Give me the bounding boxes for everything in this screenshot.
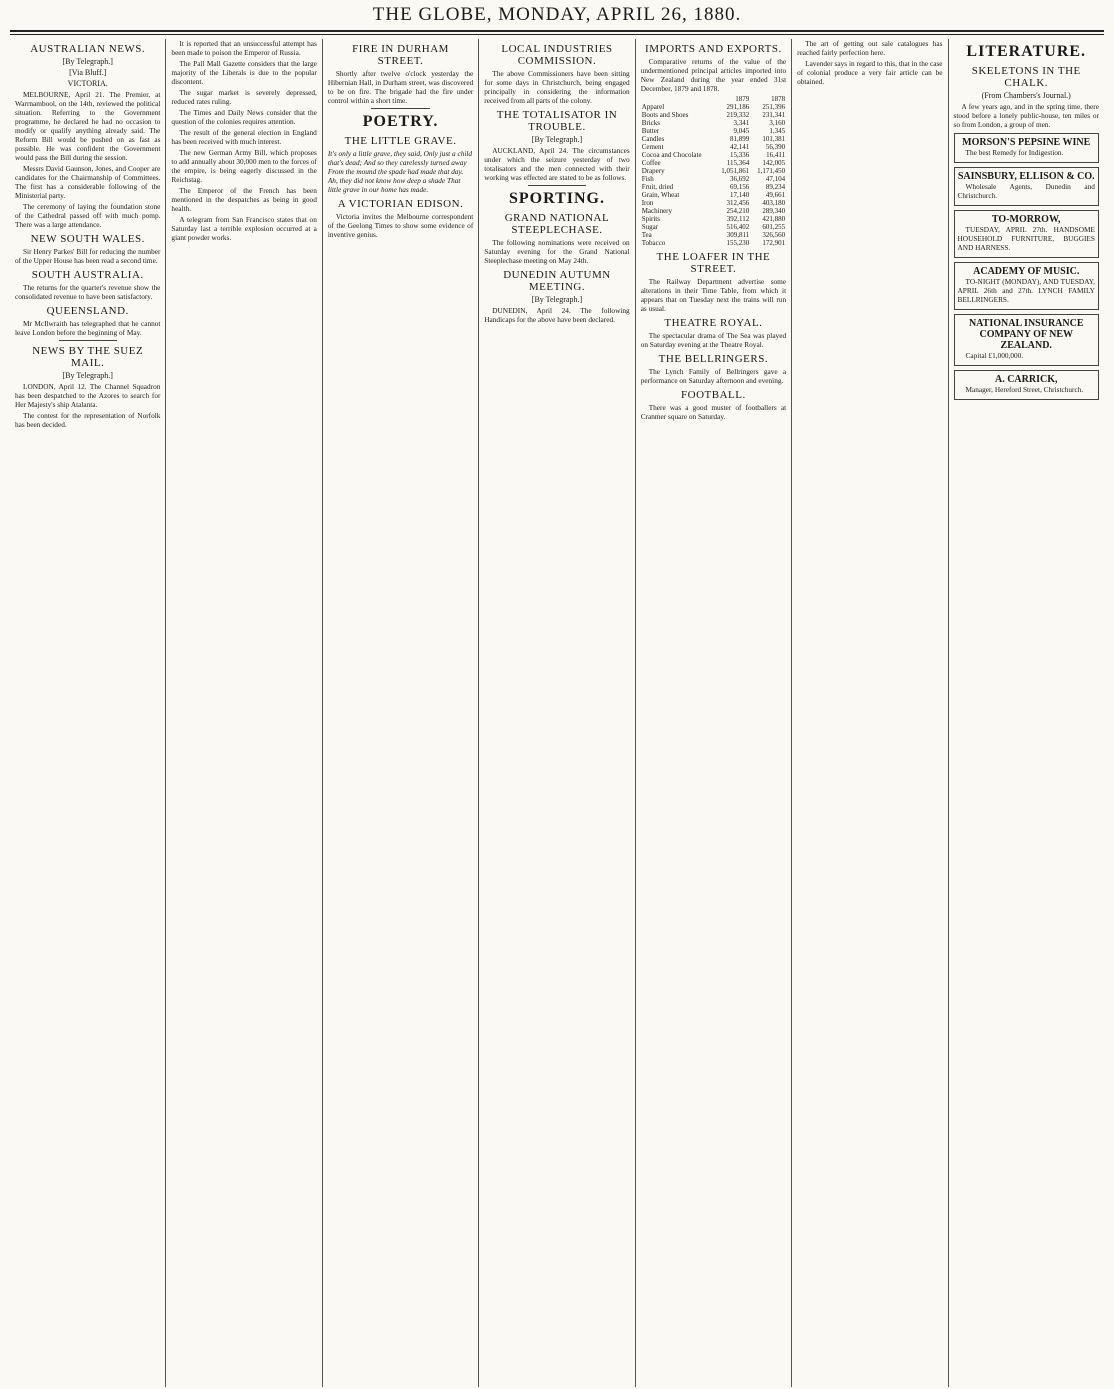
paragraph: The result of the general election in England has been received with much interest. xyxy=(171,128,317,146)
table-row xyxy=(641,119,786,127)
paragraph: MELBOURNE, April 21. The Premier, at Warrnambool, on the 14th, reviewed the political situation. Referring to the Government programme, he declared he had no occasion to modify or qualify anything already said. The Reform Bill would be pushed on as fast as possible. He was confident the Government would pass the Bill during the session. xyxy=(15,90,161,162)
table-cell: 289,340 xyxy=(762,207,786,215)
table-row xyxy=(641,167,786,175)
headline: THE BELLRINGERS. xyxy=(658,353,769,365)
headline: THEATRE ROYAL. xyxy=(664,317,763,329)
paragraph: The ceremony of laying the foundation stone of the Cathedral passed off with much pomp. There was a large attendance. xyxy=(15,202,161,229)
column-1 xyxy=(10,39,166,1387)
table-row xyxy=(641,175,786,183)
table-cell: 49,661 xyxy=(765,191,786,199)
poem-text: It's only a little grave, they said, Only just a child that's dead; And so they carelessly turned away From the mound the spade had made that day. Ah, they did not know how deep a shade That little grave in our home has made. xyxy=(327,149,473,194)
table-cell: 17,140 xyxy=(730,191,750,199)
paragraph: The Emperor of the French has been mentioned in the despatches as being in good health. xyxy=(171,186,317,213)
table-cell: 36,692 xyxy=(730,175,750,183)
table-cell: 1,345 xyxy=(769,127,786,135)
table-cell: 601,255 xyxy=(762,223,786,231)
subhead: [By Telegraph.] xyxy=(62,371,113,380)
table-row xyxy=(641,127,786,135)
paragraph: A telegram from San Francisco states that on Saturday last a terrible explosion occurred at a giant powder works. xyxy=(171,215,317,242)
table-cell: Sugar xyxy=(641,223,659,231)
divider xyxy=(371,108,429,109)
paragraph: The spectacular drama of The Sea was played on Saturday evening at the Theatre Royal. xyxy=(640,331,787,349)
table-cell: 231,341 xyxy=(762,111,786,119)
table-row xyxy=(641,223,786,231)
table-row xyxy=(641,191,786,199)
ad-text: Manager, Hereford Street, Christchurch. xyxy=(965,385,1084,394)
table-row xyxy=(641,151,786,159)
table-cell: 403,180 xyxy=(762,199,786,207)
paragraph: DUNEDIN, April 24. The following Handicaps for the above have been declared. xyxy=(484,306,630,324)
divider xyxy=(528,185,586,186)
ad-text: TUESDAY, APRIL 27th. HANDSOME HOUSEHOLD FURNITURE, BUGGIES AND HARNESS. xyxy=(957,225,1095,252)
table-cell: 89,234 xyxy=(765,183,786,191)
table-cell: Drapery xyxy=(641,167,665,175)
table-cell: 3,160 xyxy=(769,119,786,127)
advertisement xyxy=(954,314,1099,366)
table-cell: Bricks xyxy=(641,119,660,127)
subhead: VICTORIA. xyxy=(67,79,108,88)
table-cell: 309,811 xyxy=(726,231,750,239)
section-title-poetry: POETRY. xyxy=(362,113,439,130)
table-row xyxy=(641,183,786,191)
paragraph: The Railway Department advertise some alterations in their Time Table, from which it appears that on Tuesday next the trains will run as usual. xyxy=(640,277,787,313)
table-cell: 115,364 xyxy=(726,159,750,167)
columns xyxy=(10,39,1104,1387)
table-row xyxy=(641,231,786,239)
paragraph: Shortly after twelve o'clock yesterday the Hibernian Hall, in Durham street, was discovered to be on fire. The brigade had the fire under control within a short time. xyxy=(327,69,474,105)
headline: DUNEDIN AUTUMN MEETING. xyxy=(503,269,611,293)
table-cell: 42,141 xyxy=(730,143,750,151)
table-cell: 16,411 xyxy=(766,151,786,159)
ad-text: The best Remedy for Indigestion. xyxy=(965,148,1064,157)
table-cell: Grain, Wheat xyxy=(641,191,680,199)
subhead: (From Chambers's Journal.) xyxy=(981,91,1071,100)
ad-title: NATIONAL INSURANCE COMPANY OF NEW ZEALAND. xyxy=(968,318,1084,351)
column-4 xyxy=(479,39,635,1387)
table-cell: Boots and Shoes xyxy=(641,111,689,119)
headline: SKELETONS IN THE CHALK. xyxy=(971,65,1081,89)
table-cell: 1879 xyxy=(735,95,750,103)
headline: IMPORTS AND EXPORTS. xyxy=(645,43,782,55)
table-header xyxy=(641,95,786,103)
column-5 xyxy=(636,39,792,1387)
table-cell: 9,045 xyxy=(733,127,750,135)
paragraph: The sugar market is severely depressed, reduced rates ruling. xyxy=(171,88,317,106)
ad-text: TO-NIGHT (MONDAY), AND TUESDAY, APRIL 26th and 27th. LYNCH FAMILY BELLRINGERS. xyxy=(957,277,1095,304)
table-cell: 1878 xyxy=(771,95,786,103)
paragraph: The new German Army Bill, which proposes to add annually about 30,000 men to the forces of the empire, is being eagerly discussed in the Reichstag. xyxy=(171,148,317,184)
paragraph: The art of getting out sale catalogues has reached fairly perfection here. xyxy=(797,39,943,57)
advertisement xyxy=(954,167,1099,206)
subhead: [By Telegraph.] xyxy=(62,57,113,66)
poem xyxy=(328,149,473,194)
paragraph: Comparative returns of the value of the undermentioned principal articles imported into New Zealand during the year ended 31st December, 1879 and 1878. xyxy=(640,57,787,93)
headline: QUEENSLAND. xyxy=(46,305,129,317)
table-cell: 1,051,861 xyxy=(721,167,750,175)
paragraph: LONDON, April 12. The Channel Squadron has been despatched to the Azores to search for Her Majesty's ship Atalanta. xyxy=(15,382,161,409)
table-cell: Tobacco xyxy=(641,239,666,247)
paragraph: Messrs David Gaunson, Jones, and Cooper are candidates for the Chairmanship of Committees. The first has a considerable following of the Ministerial party. xyxy=(15,164,161,200)
headline: NEW SOUTH WALES. xyxy=(30,233,145,245)
table-cell: Fish xyxy=(641,175,654,183)
table-cell: Fruit, dried xyxy=(641,183,674,191)
table-cell: 219,332 xyxy=(726,111,750,119)
table-cell: Cocoa and Chocolate xyxy=(641,151,702,159)
headline: A VICTORIAN EDISON. xyxy=(337,198,464,210)
table-cell: 172,901 xyxy=(762,239,786,247)
table-cell: 155,230 xyxy=(726,239,750,247)
headline: AUSTRALIAN NEWS. xyxy=(30,43,146,55)
table-cell: 251,396 xyxy=(762,103,786,111)
table-cell: 421,880 xyxy=(762,215,786,223)
masthead-rule xyxy=(10,32,1104,35)
table-row xyxy=(641,207,786,215)
advertisement xyxy=(954,370,1099,400)
paragraph: Mr McIlwraith has telegraphed that he cannot leave London before the beginning of May. xyxy=(15,319,161,337)
headline: FIRE IN DURHAM STREET. xyxy=(352,43,449,67)
table-cell: Iron xyxy=(641,199,654,207)
paragraph: The Lynch Family of Bellringers gave a performance on Saturday afternoon and evening. xyxy=(640,367,787,385)
divider xyxy=(59,340,117,341)
table-cell: Butter xyxy=(641,127,660,135)
section-title-literature: LITERATURE. xyxy=(966,43,1087,60)
table-row xyxy=(641,199,786,207)
table-cell: 69,156 xyxy=(730,183,750,191)
section-title-sporting: SPORTING. xyxy=(508,190,605,207)
ad-title: SAINSBURY, ELLISON & CO. xyxy=(957,171,1095,182)
ad-title: ACADEMY OF MUSIC. xyxy=(973,266,1080,277)
paragraph: Lavender says in regard to this, that in the case of colonial produce a very fair article can be obtained. xyxy=(797,59,943,86)
table-cell: 101,381 xyxy=(762,135,786,143)
paragraph: A few years ago, and in the spring time, there stood before a lonely public-house, ten miles or so from London, a group of men. xyxy=(953,102,1099,129)
ad-title: TO-MORROW, xyxy=(991,214,1061,225)
paragraph: The following nominations were received on Saturday evening for the Grand National Steeplechase meeting on May 24th. xyxy=(484,238,630,265)
paragraph: The contest for the representation of Norfolk has been decided. xyxy=(15,411,161,429)
headline: FOOTBALL. xyxy=(681,389,746,401)
column-3 xyxy=(323,39,479,1387)
headline: LOCAL INDUSTRIES COMMISSION. xyxy=(501,43,613,67)
table-cell: 81,899 xyxy=(730,135,750,143)
ad-title: A. CARRICK, xyxy=(994,374,1058,385)
paragraph: Victoria invites the Melbourne correspondent of the Geelong Times to show some evidence of inventive genius. xyxy=(327,212,474,239)
table-cell: 3,341 xyxy=(733,119,750,127)
ad-text: Wholesale Agents, Dunedin and Christchurch. xyxy=(957,182,1095,200)
table-cell: Coffee xyxy=(641,159,661,167)
table-cell: 142,005 xyxy=(762,159,786,167)
headline: GRAND NATIONAL STEEPLECHASE. xyxy=(504,212,610,236)
table-row xyxy=(641,239,786,247)
table-cell: 56,390 xyxy=(765,143,786,151)
table-row xyxy=(641,143,786,151)
subhead: [Via Bluff.] xyxy=(69,68,107,77)
headline: SOUTH AUSTRALIA. xyxy=(31,269,144,281)
table-cell: Apparel xyxy=(641,103,665,111)
advertisement xyxy=(954,262,1099,310)
table-row xyxy=(641,103,786,111)
table-cell: Cement xyxy=(641,143,664,151)
table-cell: Spirits xyxy=(641,215,660,223)
table-cell: Machinery xyxy=(641,207,673,215)
paragraph: Sir Henry Parkes' Bill for reducing the number of the Upper House has been read a second time. xyxy=(15,247,161,265)
ad-text: Capital £1,000,000. xyxy=(965,351,1024,360)
paragraph: The above Commissioners have been sitting for some days in Christchurch, being engaged principally in considering the information received from all parts of the colony. xyxy=(484,69,630,105)
table-cell: 312,456 xyxy=(726,199,750,207)
table-cell: 392,112 xyxy=(726,215,750,223)
paragraph: AUCKLAND, April 24. The circumstances under which the seizure yesterday of two totalisators and the men connected with their working was effected are stated to be as follows. xyxy=(484,146,630,182)
headline: THE LOAFER IN THE STREET. xyxy=(656,251,771,275)
table-cell: 291,186 xyxy=(726,103,750,111)
table-row xyxy=(641,215,786,223)
headline: THE TOTALISATOR IN TROUBLE. xyxy=(496,109,618,133)
paragraph: There was a good muster of footballers at Cranmer square on Saturday. xyxy=(640,403,787,421)
table-row xyxy=(641,111,786,119)
paragraph: The Times and Daily News consider that the question of the colonies requires attention. xyxy=(171,108,317,126)
table-row xyxy=(641,135,786,143)
column-6 xyxy=(792,39,948,1387)
table-cell: Tea xyxy=(641,231,652,239)
paragraph: The Pall Mall Gazette considers that the large majority of the Liberals is due to the popular discontent. xyxy=(171,59,317,86)
table-cell: 15,336 xyxy=(730,151,750,159)
advertisement xyxy=(954,210,1099,258)
table-cell: 1,171,450 xyxy=(757,167,786,175)
imports-table xyxy=(641,95,786,247)
column-7 xyxy=(949,39,1104,1387)
table-cell: 326,560 xyxy=(762,231,786,239)
table-cell xyxy=(641,95,715,103)
table-cell: 516,402 xyxy=(726,223,750,231)
subhead: [By Telegraph.] xyxy=(531,135,583,144)
ad-title: MORSON'S PEPSINE WINE xyxy=(962,137,1091,148)
column-2 xyxy=(166,39,322,1387)
poem-title: THE LITTLE GRAVE. xyxy=(344,135,457,147)
table-cell: Candles xyxy=(641,135,665,143)
table-cell: 47,104 xyxy=(765,175,786,183)
paragraph: It is reported that an unsuccessful attempt has been made to poison the Emperor of Russia. xyxy=(171,39,317,57)
paragraph: The returns for the quarter's revenue show the consolidated revenue to have been satisfactory. xyxy=(15,283,161,301)
headline: NEWS BY THE SUEZ MAIL. xyxy=(32,345,144,369)
table-row xyxy=(641,159,786,167)
table-cell: 254,210 xyxy=(726,207,750,215)
masthead: THE GLOBE, MONDAY, APRIL 26, 1880. xyxy=(10,0,1104,32)
subhead: [By Telegraph.] xyxy=(531,295,583,304)
advertisement xyxy=(954,133,1099,163)
